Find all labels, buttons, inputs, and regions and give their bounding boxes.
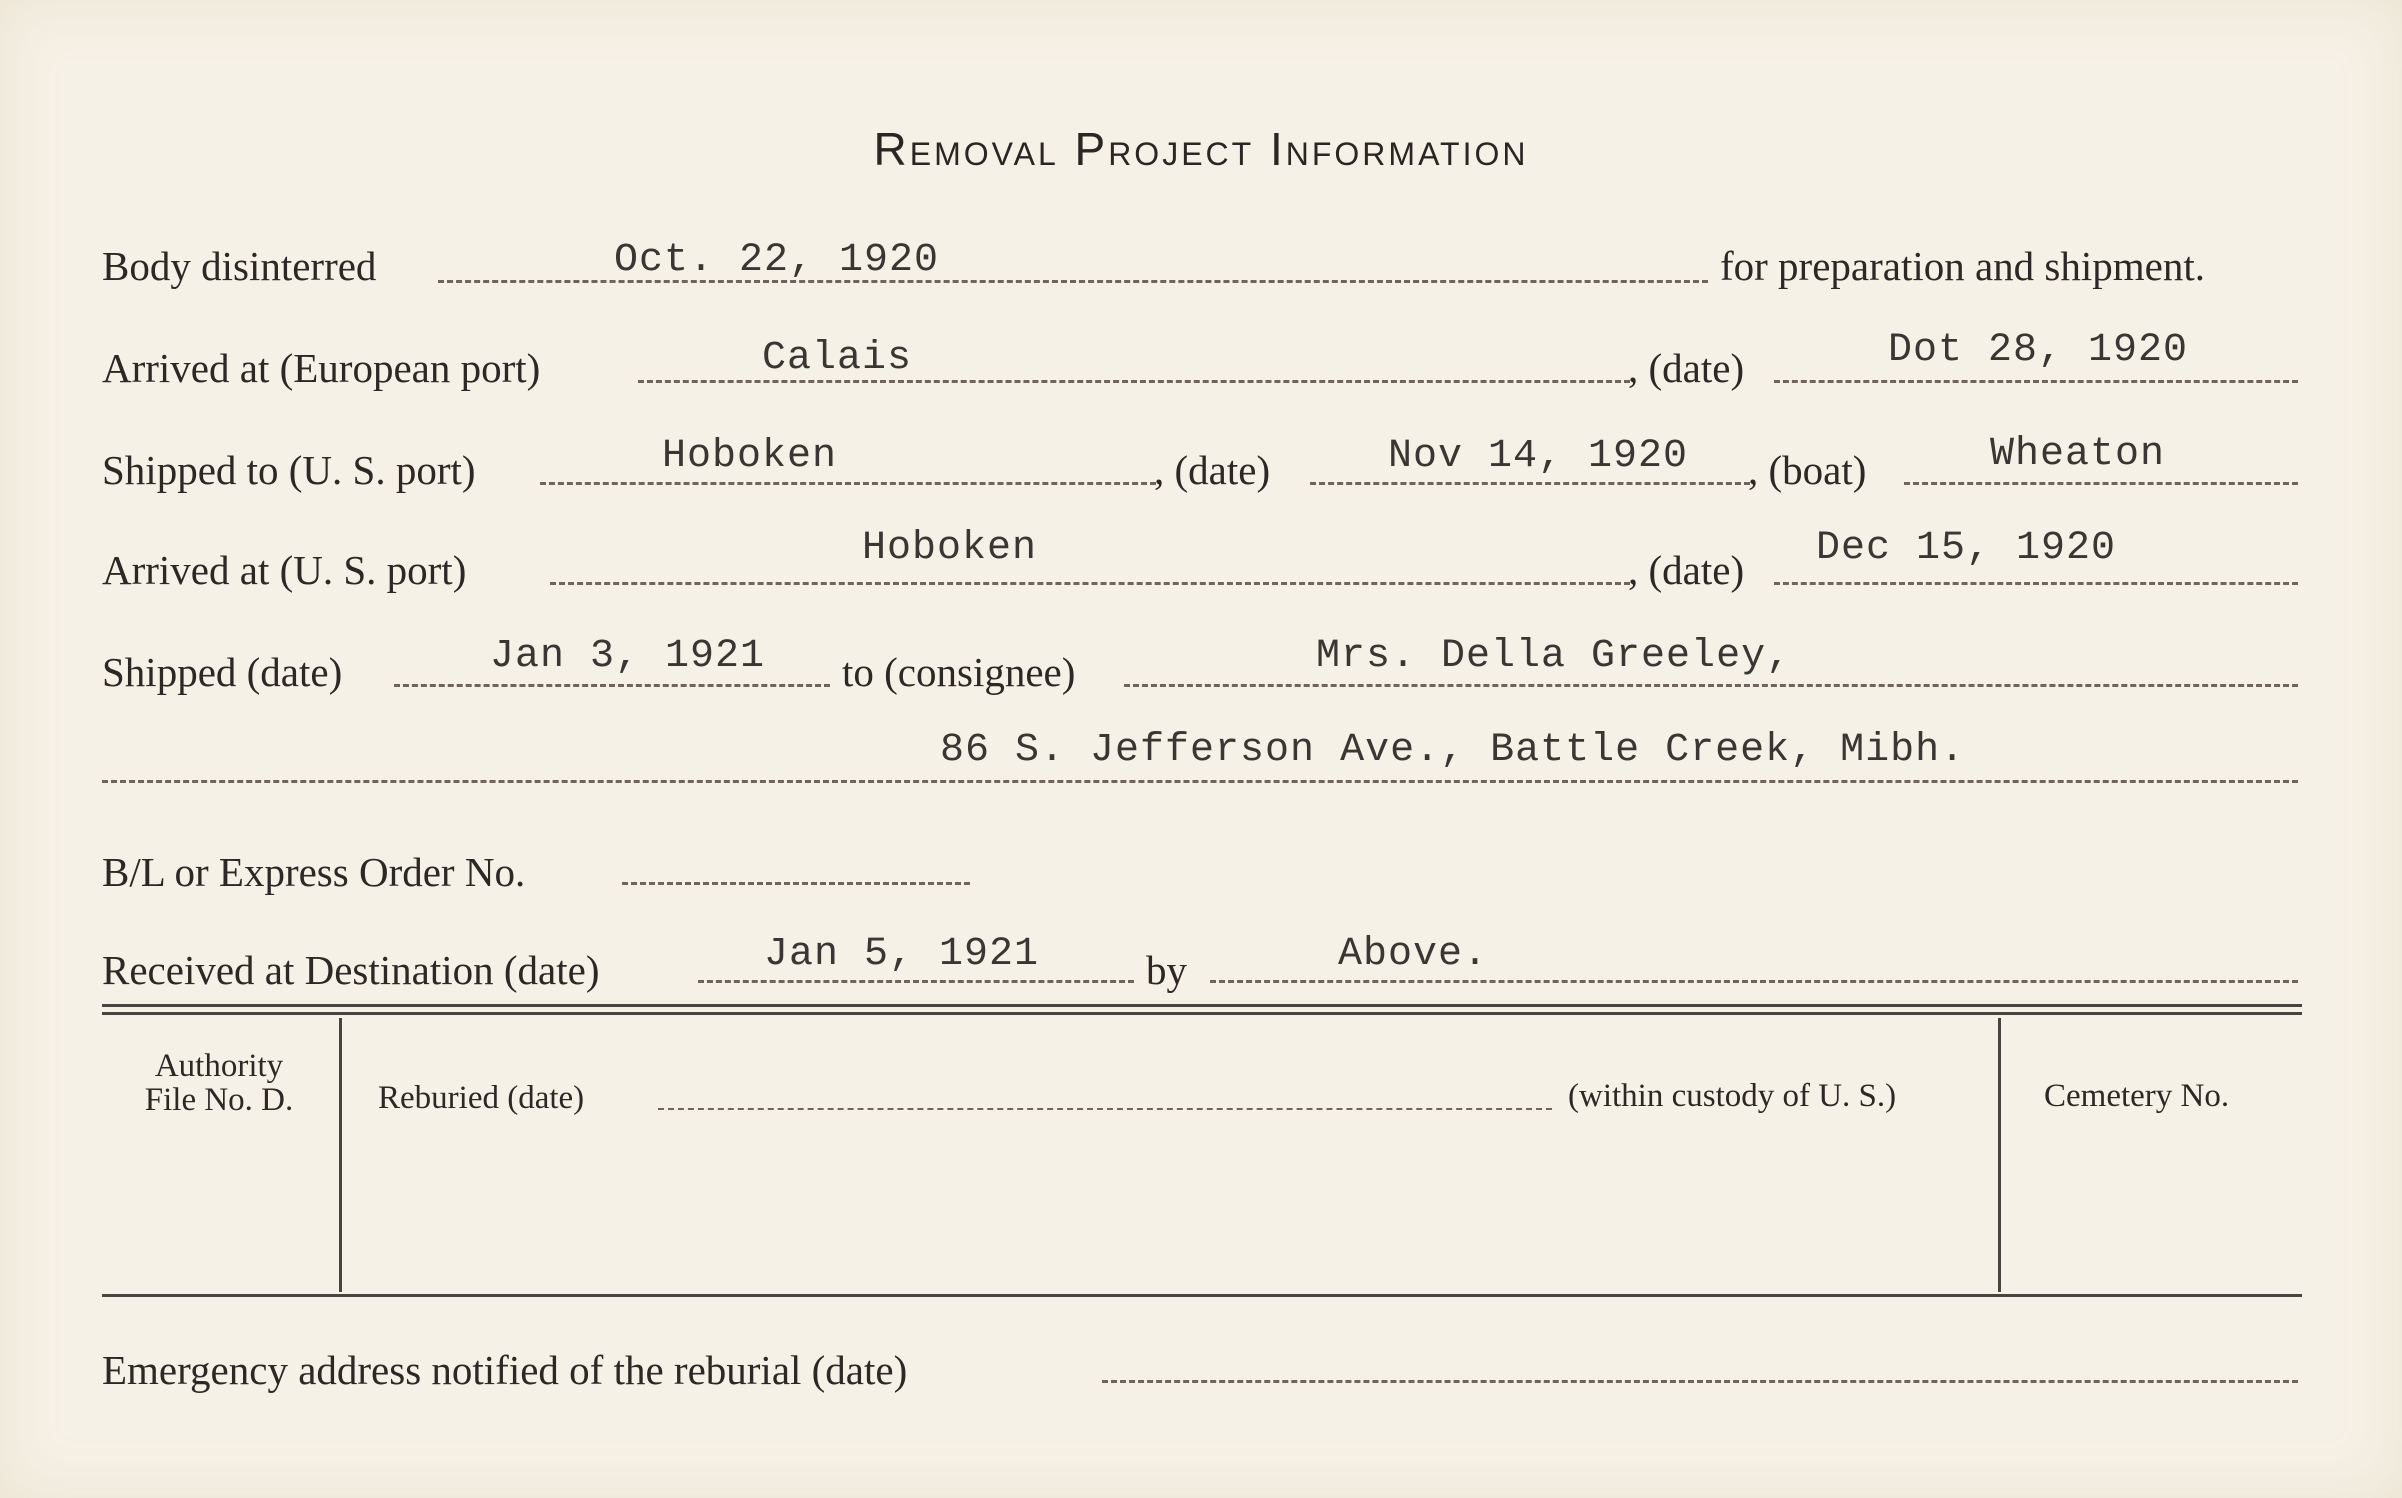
us-port-line xyxy=(550,582,1630,585)
shipped-to-date-value: Nov 14, 1920 xyxy=(1388,434,1689,479)
disinterred-value: Oct. 22, 1920 xyxy=(614,238,940,283)
cemetery-label: Cemetery No. xyxy=(2044,1078,2230,1114)
custody-label: (within custody of U. S.) xyxy=(1568,1078,1897,1114)
table-top-rule-1 xyxy=(102,1004,2302,1007)
consignee-address: 86 S. Jefferson Ave., Battle Creek, Mibh. xyxy=(940,728,1966,773)
emergency-line xyxy=(1102,1380,2298,1383)
euro-port-date-line xyxy=(1774,380,2298,383)
authority-label-2: File No. D. xyxy=(144,1082,294,1118)
table-divider-left xyxy=(339,1018,342,1292)
disinterred-label: Body disinterred xyxy=(102,243,377,289)
us-port-date-line xyxy=(1774,582,2298,585)
received-value: Jan 5, 1921 xyxy=(764,932,1040,977)
consignee-value: Mrs. Della Greeley, xyxy=(1316,634,1792,679)
received-line xyxy=(698,980,1134,983)
shipped-to-date-line xyxy=(1310,482,1750,485)
shipped-to-boat-line xyxy=(1904,482,2298,485)
table-top-rule-2 xyxy=(102,1012,2302,1015)
euro-port-date-label: , (date) xyxy=(1628,345,1745,391)
received-by-label: by xyxy=(1146,947,1187,993)
us-port-label: Arrived at (U. S. port) xyxy=(102,547,467,593)
us-port-date-label: , (date) xyxy=(1628,547,1745,593)
euro-port-label: Arrived at (European port) xyxy=(102,345,541,391)
euro-port-date-value: Dot 28, 1920 xyxy=(1888,328,2189,373)
emergency-label: Emergency address notified of the reburial (date) xyxy=(102,1347,908,1393)
authority-label-1: Authority xyxy=(154,1048,284,1084)
consignee-label: to (consignee) xyxy=(842,649,1076,695)
shipped-value: Jan 3, 1921 xyxy=(490,634,766,679)
shipped-to-value: Hoboken xyxy=(662,434,838,479)
bl-line xyxy=(622,882,970,885)
received-by-line xyxy=(1210,980,2298,983)
reburied-line xyxy=(658,1108,1552,1110)
us-port-value: Hoboken xyxy=(862,526,1038,571)
shipped-to-label: Shipped to (U. S. port) xyxy=(102,447,476,493)
consignee-line xyxy=(1124,684,2298,687)
address-line xyxy=(102,780,2298,783)
shipped-to-boat-label: , (boat) xyxy=(1748,447,1867,493)
shipped-line xyxy=(394,684,830,687)
table-bottom-rule xyxy=(102,1294,2302,1297)
shipped-to-date-label: , (date) xyxy=(1154,447,1271,493)
received-by-value: Above. xyxy=(1338,932,1489,977)
shipped-label: Shipped (date) xyxy=(102,649,343,695)
us-port-date-value: Dec 15, 1920 xyxy=(1816,526,2117,571)
page-title: Removal Project Information xyxy=(873,123,1529,175)
received-label: Received at Destination (date) xyxy=(102,947,600,993)
shipped-to-boat-value: Wheaton xyxy=(1990,432,2166,477)
euro-port-value: Calais xyxy=(762,336,913,381)
bl-label: B/L or Express Order No. xyxy=(102,849,526,895)
table-divider-right xyxy=(1998,1018,2001,1292)
reburied-label: Reburied (date) xyxy=(378,1080,585,1116)
disinterred-suffix: for preparation and shipment. xyxy=(1720,243,2206,289)
shipped-to-line xyxy=(540,482,1156,485)
